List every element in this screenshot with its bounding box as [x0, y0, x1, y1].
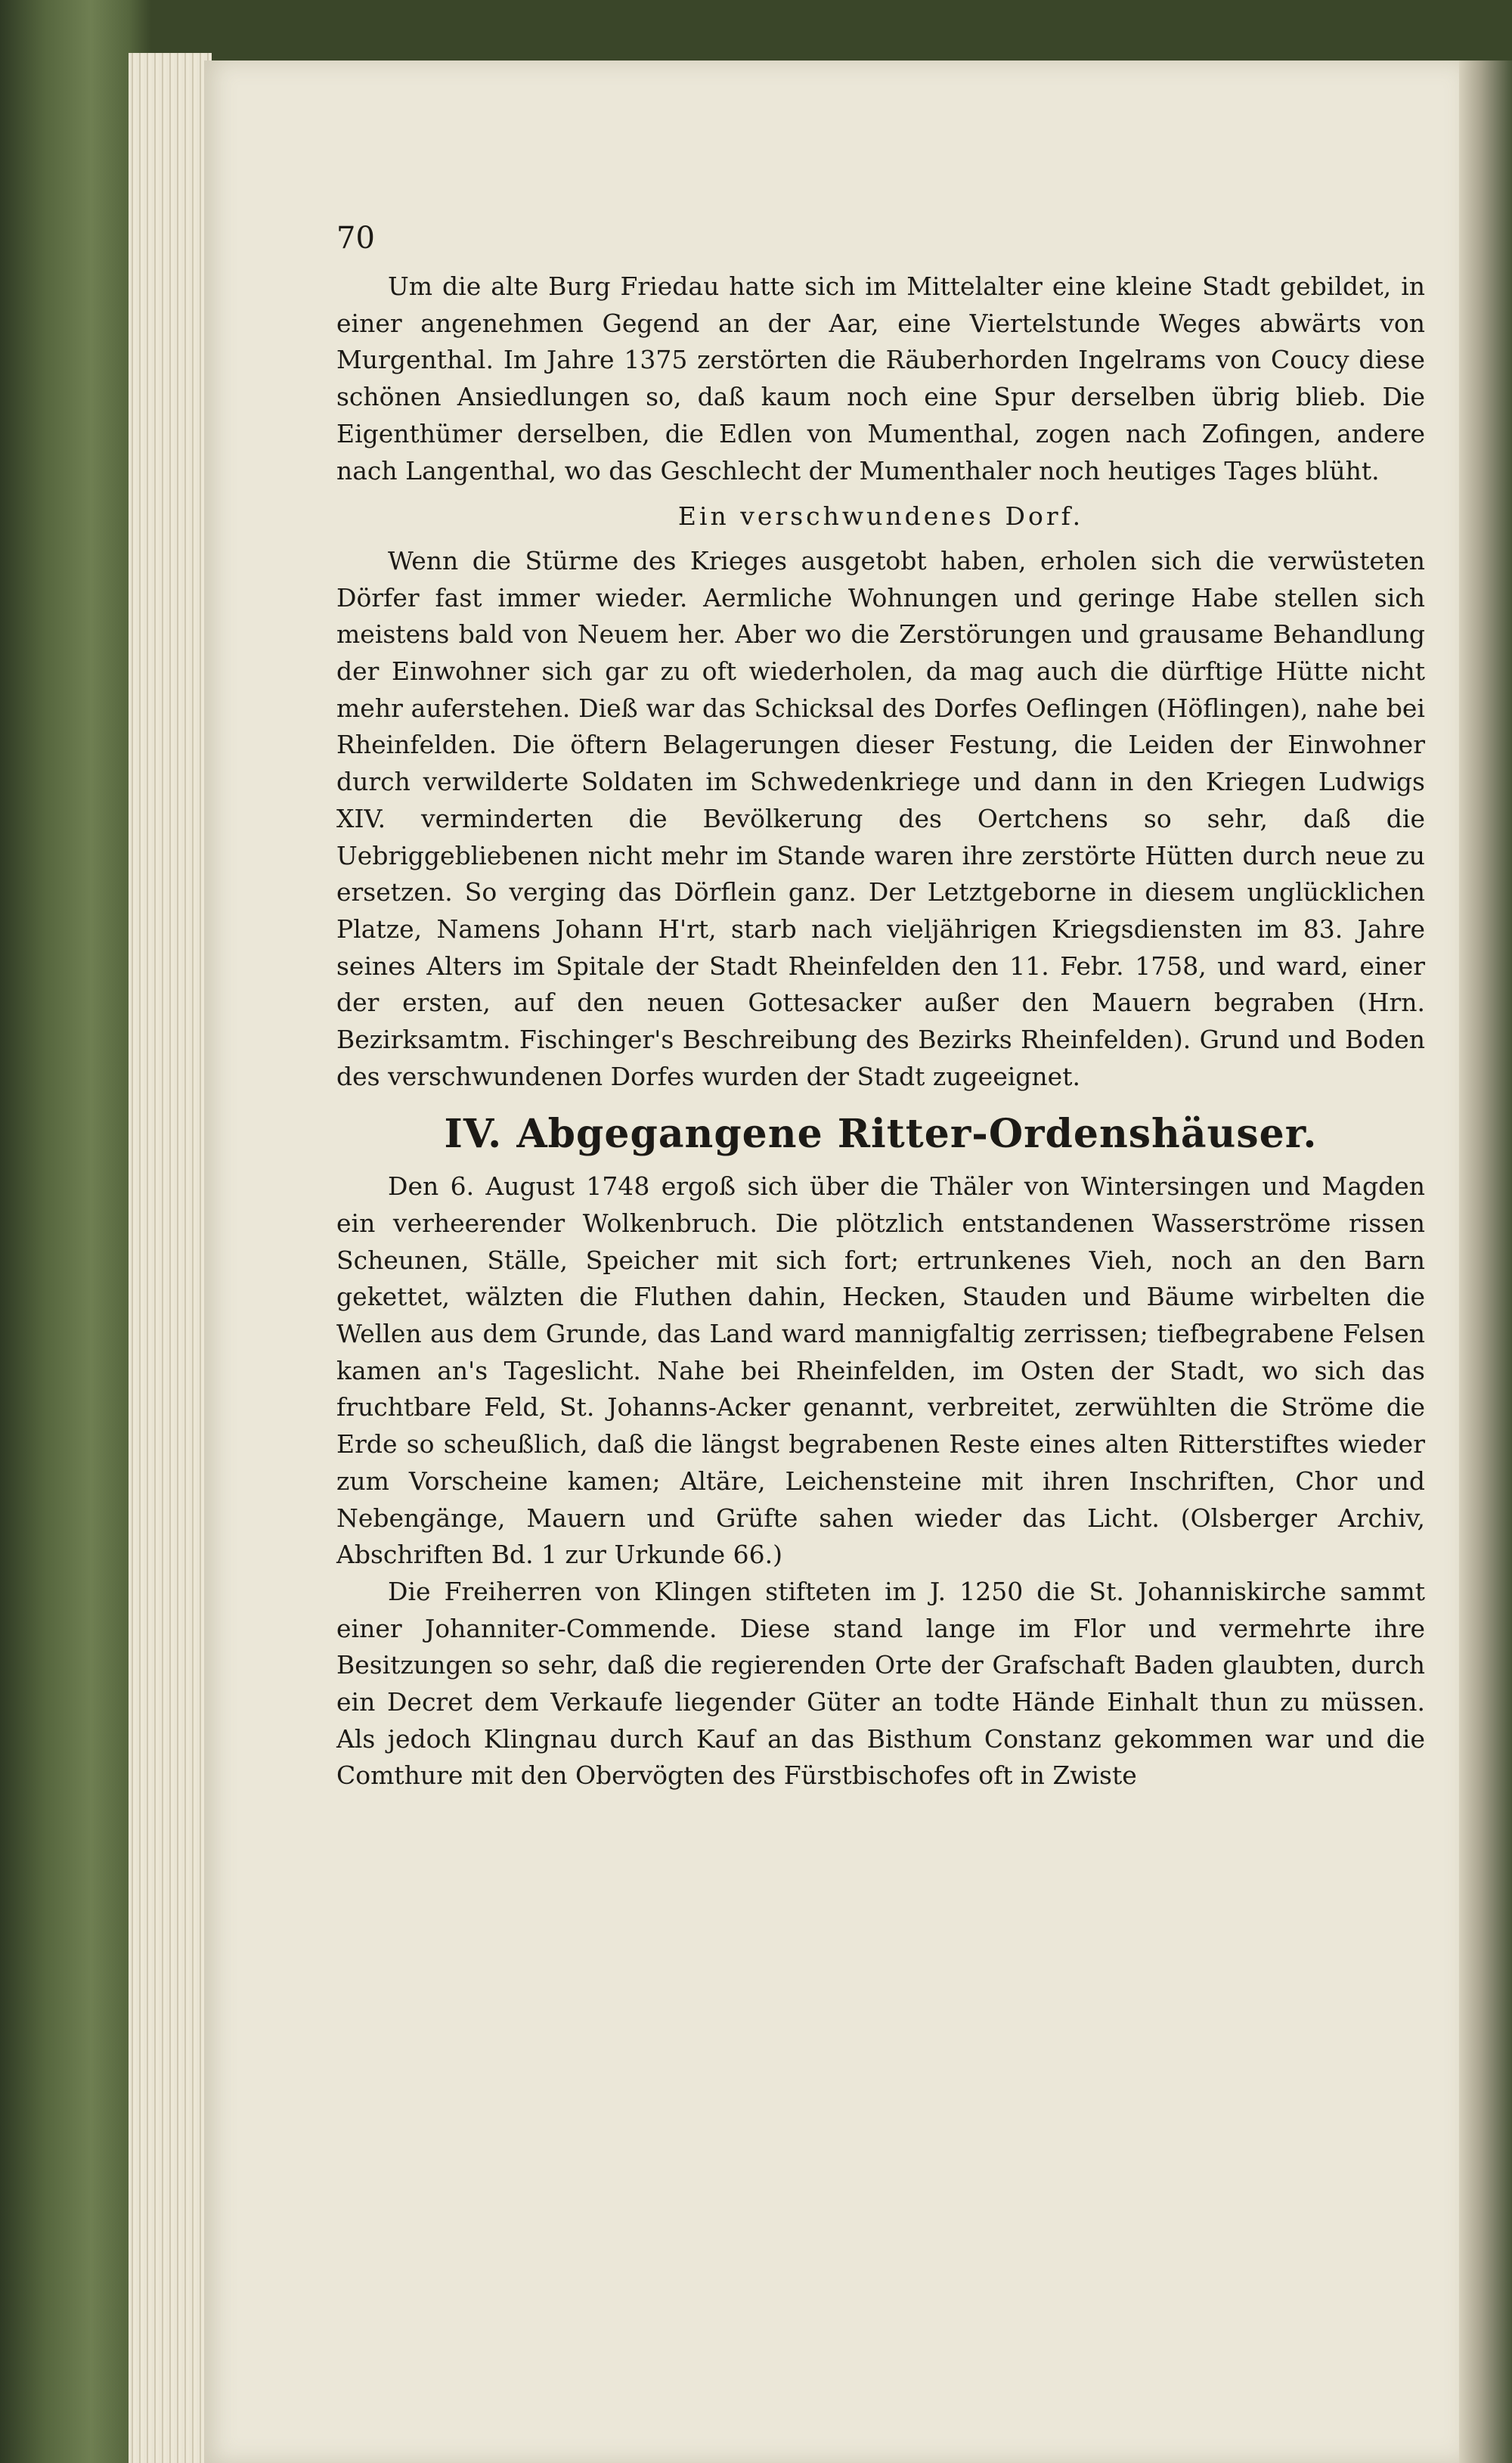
- page-stack-edge: [129, 53, 212, 2463]
- subtitle-verschwundenes-dorf: Ein verschwundenes Dorf.: [677, 501, 1084, 532]
- page-right-edge: [1459, 60, 1512, 2463]
- paragraph-oeflingen: Wenn die Stürme des Krieges ausgetobt haben, erholen sich die verwüsteten Dörfer fast immer wieder. Aermliche Wohnungen und geringe Habe stellen sich meistens bald von Neuem her. Aber wo die Zerstörungen und grausame Behandlung der Einwohner sich gar zu oft wiederholen, da mag auch die dürftige Hütte nicht mehr auferstehen. Dieß war das Schicksal des Dorfes Oeflingen (Höflingen), nahe bei Rheinfelden. Die öftern Belagerungen dieser Festung, die Leiden der Einwohner durch verwilderte Soldaten im Schwedenkriege und dann in den Kriegen Ludwigs XIV. verminderten die Bevölkerung des Oertchens so sehr, daß die Uebriggebliebenen nicht mehr im Stande waren ihre zerstörte Hütten durch neue zu ersetzen. So verging das Dörflein ganz. Der Letztgeborne in diesem unglücklichen Platze, Namens Johann H'rt, starb nach vieljährigen Kriegsdiensten im 83. Jahre seines Alters im Spitale der Stadt Rheinfelden den 11. Febr. 1758, und ward, einer der ersten, auf den neuen Gottesacker außer den Mauern begraben (Hrn. Bezirksamtm. Fischinger's Beschreibung des Bezirks Rheinfelden). Grund und Boden des verschwundenen Dorfes wurden der Stadt zugeeignet.: [336, 545, 1425, 1091]
- paragraph-klingen: Die Freiherren von Klingen stifteten im J. 1250 die St. Johanniskirche sammt einer Johanniter-Commende. Diese stand lange im Flor und vermehrte ihre Besitzungen so sehr, daß die regierenden Orte der Grafschaft Baden glaubten, durch ein Decret dem Verkaufe liegender Güter an todte Hände Einhalt thun zu müssen. Als jedoch Klingnau durch Kauf an das Bisthum Constanz gekommen war und die Comthure mit den Obervögten des Fürstbischofes oft in Zwiste: [336, 1576, 1425, 1791]
- paragraph-wolkenbruch: Den 6. August 1748 ergoß sich über die Thäler von Wintersingen und Magden ein verheerender Wolkenbruch. Die plötzlich entstandenen Wasserströme rissen Scheunen, Ställe, Speicher mit sich fort; ertrunkenes Vieh, noch an den Barn gekettet, wälzten die Fluthen dahin, Hecken, Stauden und Bäume wirbelten die Wellen aus dem Grunde, das Land ward mannigfaltig zerrissen; tiefbegrabene Felsen kamen an's Tageslicht. Nahe bei Rheinfelden, im Osten der Stadt, wo sich das fruchtbare Feld, St. Johanns-Acker genannt, verbreitet, zerwühlten die Ströme die Erde so scheußlich, daß die längst begrabenen Reste eines alten Ritterstiftes wieder zum Vorscheine kamen; Altäre, Leichensteine mit ihren Inschriften, Chor und Nebengänge, Mauern und Grüfte sahen wieder das Licht. (Olsberger Archiv, Abschriften Bd. 1 zur Urkunde 66.): [336, 1171, 1425, 1570]
- section-title: IV. Abgegangene Ritter-Ordenshäuser.: [444, 1111, 1318, 1158]
- paragraph-friedau: Um die alte Burg Friedau hatte sich im Mittelalter eine kleine Stadt gebildet, in einer angenehmen Gegend an der Aar, eine Viertelstunde Weges abwärts von Murgenthal. Im Jahre 1375 zerstörten die Räuberhorden Ingelrams von Coucy diese schönen Ansiedlungen so, daß kaum noch eine Spur derselben übrig blieb. Die Eigenthümer derselben, die Edlen von Mumenthal, zogen nach Zofingen, andere nach Langenthal, wo das Geschlecht der Mumenthaler noch heutiges Tages blüht.: [336, 271, 1425, 485]
- text-column: [336, 268, 1425, 1795]
- page-number: 70: [336, 221, 375, 256]
